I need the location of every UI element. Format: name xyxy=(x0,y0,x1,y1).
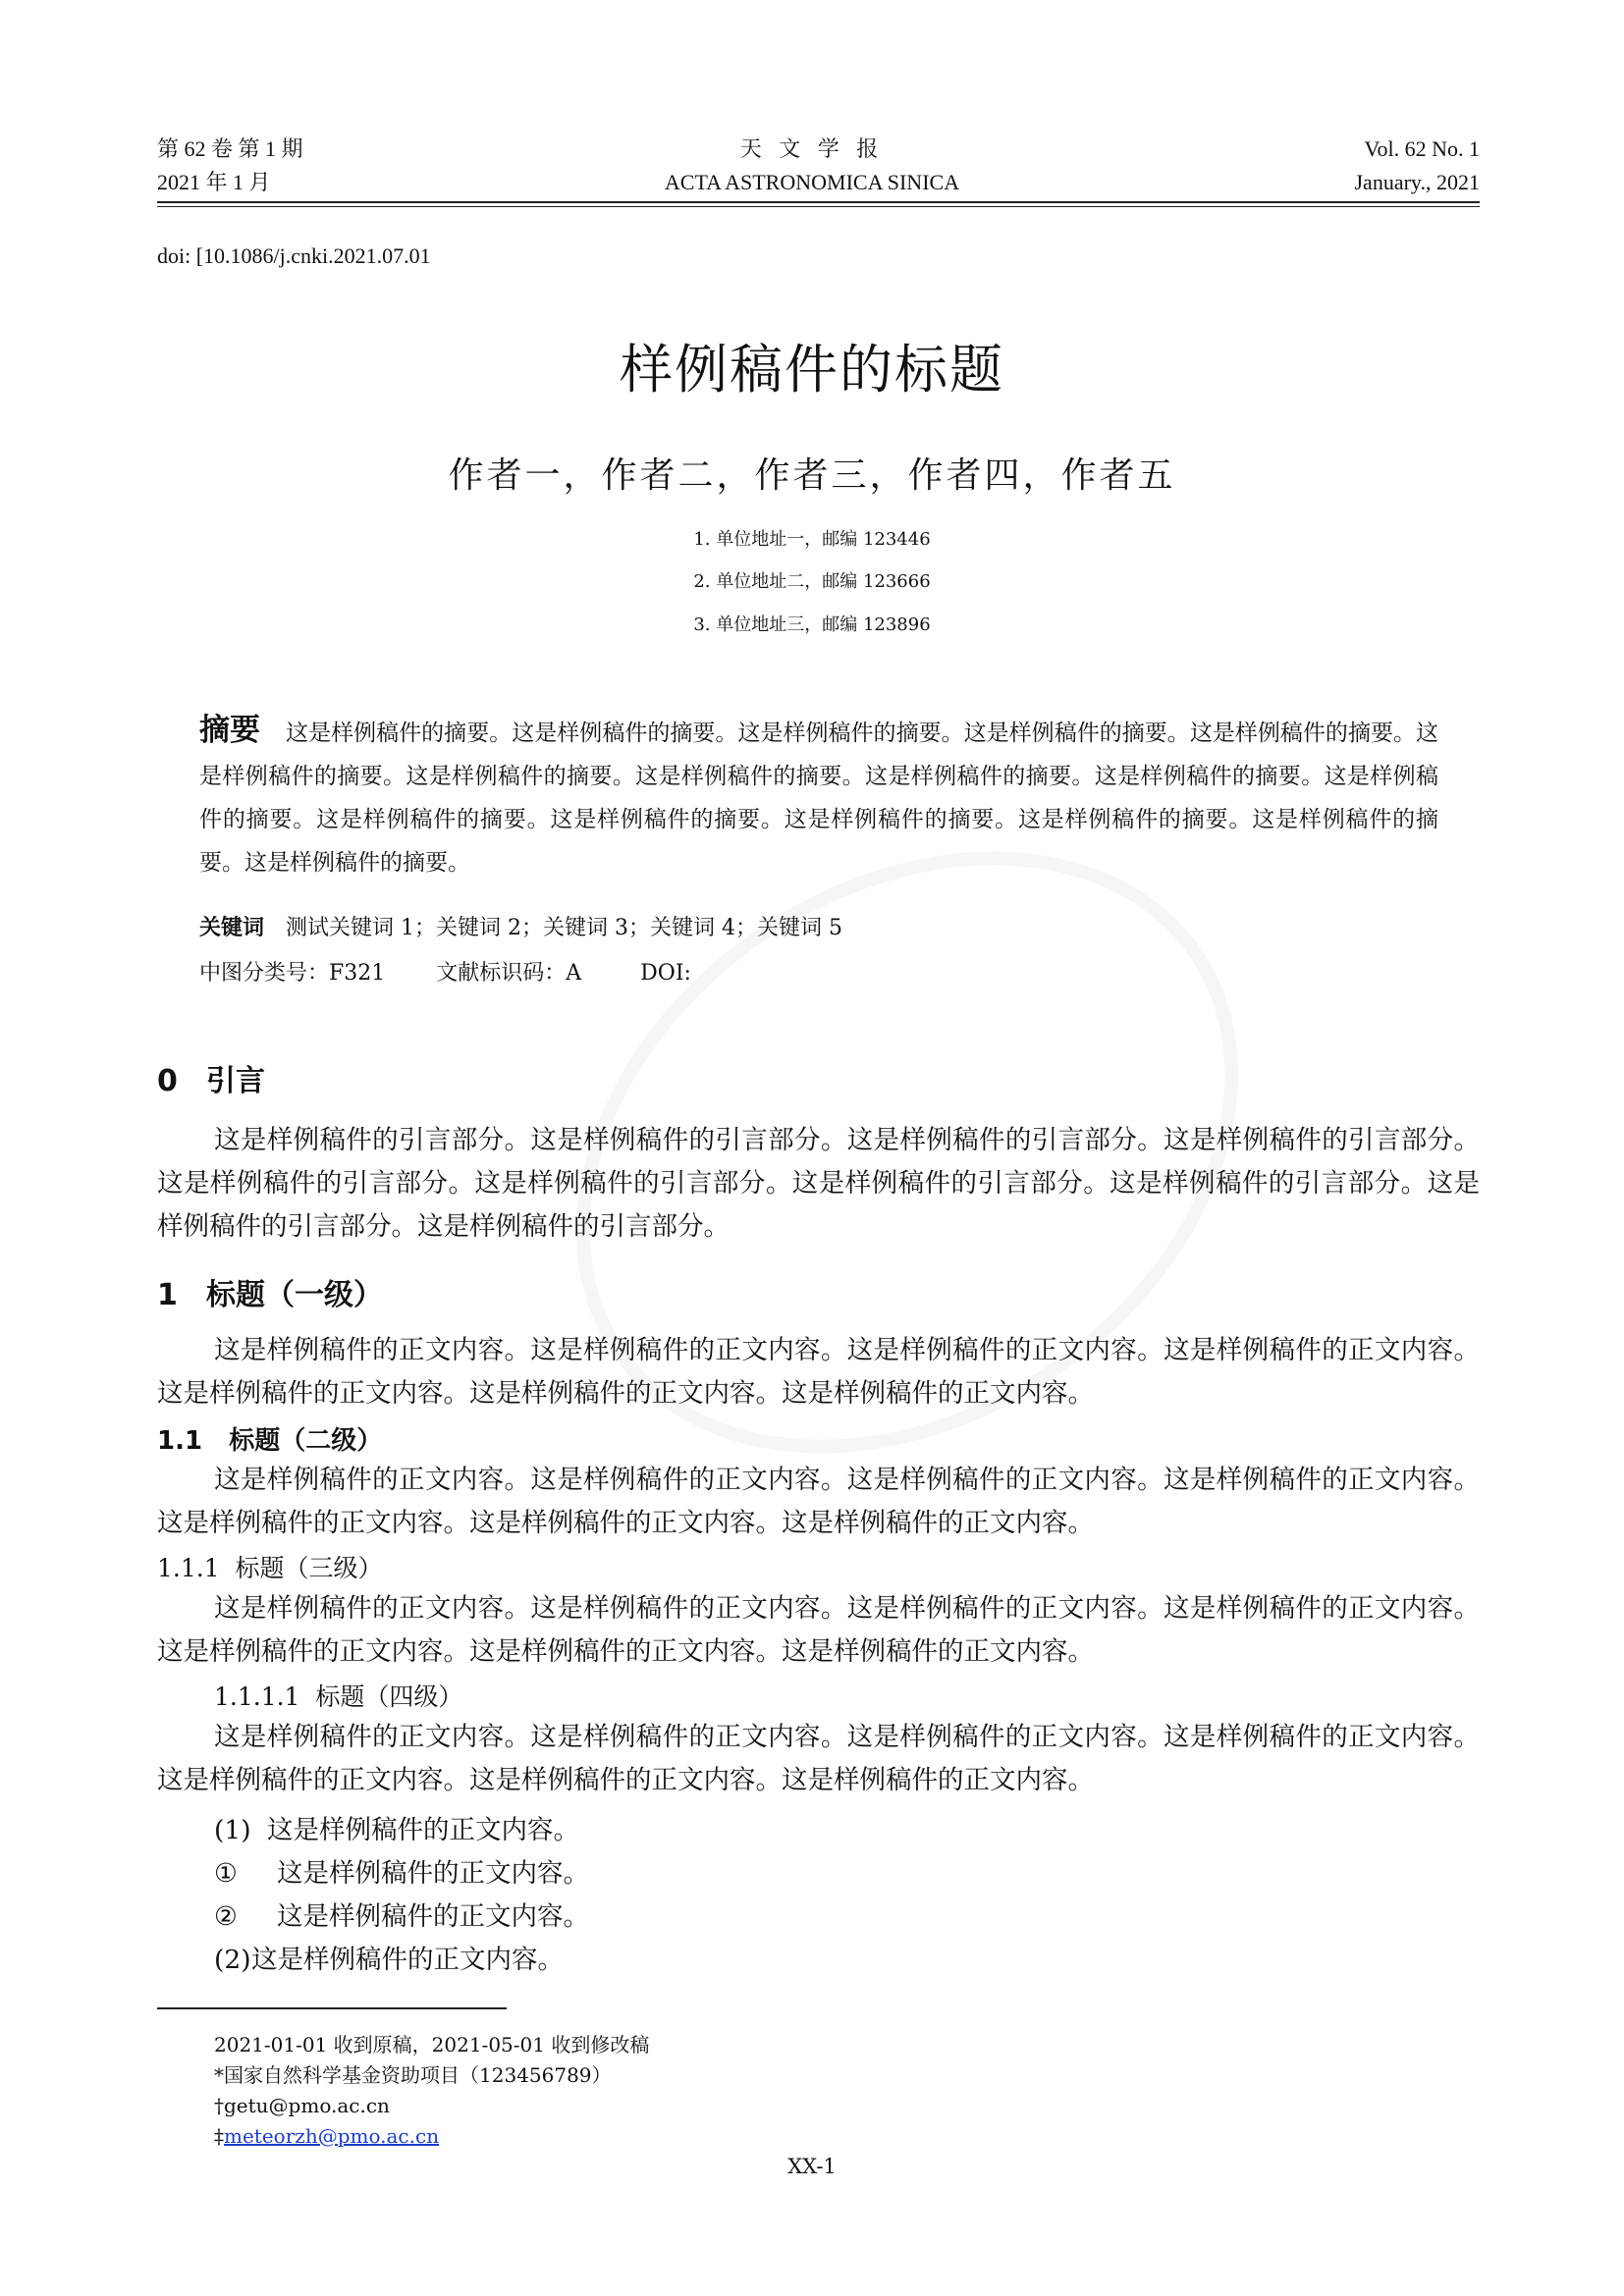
affiliation-3: 3. 单位地址三，邮编 123896 xyxy=(693,614,931,635)
header-date: 2021 年 1 月 xyxy=(157,170,271,194)
footnote-rule xyxy=(157,2007,507,2009)
doi-label: DOI: xyxy=(640,961,691,986)
list-marker: ② xyxy=(214,1901,238,1932)
email-link[interactable]: meteorzh@pmo.ac.cn xyxy=(224,2124,440,2148)
list-item xyxy=(214,1895,589,1933)
affiliation-1: 1. 单位地址一，邮编 123446 xyxy=(693,529,931,550)
section-1-number: 1 xyxy=(157,1278,178,1312)
section-0-paragraph: 这是样例稿件的引言部分。这是样例稿件的引言部分。这是样例稿件的引言部分。这是样例稿件的引言部分。这是样例稿件的引言部分。这是样例稿件的引言部分。这是样例稿件的引言部分。这是样例稿件的引言部分。这是样例稿件的引言部分。这是样例稿件的引言部分。 xyxy=(157,1125,1480,1242)
footnote-email-2-line xyxy=(214,2121,439,2152)
paper-title: 样例稿件的标题 xyxy=(620,339,1004,400)
classification-line xyxy=(199,956,691,987)
list-marker: ① xyxy=(214,1858,238,1889)
header-vol-no: Vol. 62 No. 1 xyxy=(1364,136,1480,161)
page-number: XX-1 xyxy=(787,2155,837,2178)
abstract-text: 这是样例稿件的摘要。这是样例稿件的摘要。这是样例稿件的摘要。这是样例稿件的摘要。这是样例稿件的摘要。这是样例稿件的摘要。这是样例稿件的摘要。这是样例稿件的摘要。这是样例稿件的摘要。这是样例稿件的摘要。这是样例稿件的摘要。这是样例稿件的摘要。这是样例稿件的摘要。这是样例稿件的摘要。这是样例稿件的摘要。这是样例稿件的摘要。这是样例稿件的摘要。 xyxy=(199,721,1439,876)
section-1-heading xyxy=(157,1270,383,1313)
section-0-heading xyxy=(157,1056,265,1099)
keywords-text: 测试关键词 1；关键词 2；关键词 3；关键词 4；关键词 5 xyxy=(286,916,842,940)
keywords-line xyxy=(199,911,842,941)
header-journal-cn: 天 文 学 报 xyxy=(739,136,885,161)
keywords-label: 关键词 xyxy=(199,915,265,940)
list-item xyxy=(214,1851,589,1890)
section-1-1-heading: 1.1 标题（二级） xyxy=(157,1426,383,1456)
list-text: 这是样例稿件的正文内容。 xyxy=(251,1945,564,1975)
affiliation-2: 2. 单位地址二，邮编 123666 xyxy=(693,571,931,592)
section-1-title: 标题（一级） xyxy=(206,1278,383,1312)
abstract xyxy=(199,709,1438,884)
header-rule-thin xyxy=(157,206,1480,207)
list-text: 这是样例稿件的正文内容。 xyxy=(277,1901,589,1932)
abstract-label: 摘要 xyxy=(199,713,261,748)
header-volume-issue: 第 62 卷 第 1 期 xyxy=(157,136,303,161)
list-item xyxy=(214,1938,564,1976)
document-code: 文献标识码：A xyxy=(436,961,582,986)
footnote-funding: *国家自然科学基金资助项目（123456789） xyxy=(214,2063,612,2087)
doi-line: doi: [10.1086/j.cnki.2021.07.01 xyxy=(157,243,431,268)
list-text: 这是样例稿件的正文内容。 xyxy=(277,1858,589,1889)
header-month-year: January., 2021 xyxy=(1354,170,1480,194)
section-1-1-1-1-paragraph: 这是样例稿件的正文内容。这是样例稿件的正文内容。这是样例稿件的正文内容。这是样例稿件的正文内容。这是样例稿件的正文内容。这是样例稿件的正文内容。这是样例稿件的正文内容。 xyxy=(157,1722,1480,1795)
list-item xyxy=(214,1808,579,1846)
header-journal-en: ACTA ASTRONOMICA SINICA xyxy=(664,170,960,194)
section-1-1-1-1-heading: 1.1.1.1 标题（四级） xyxy=(214,1682,463,1711)
header-rule-thick xyxy=(157,201,1480,203)
author-list: 作者一，作者二，作者三，作者四，作者五 xyxy=(448,455,1176,496)
clc-number: 中图分类号：F321 xyxy=(199,961,386,986)
section-0-title: 引言 xyxy=(206,1064,265,1098)
footnote-email-1: †getu@pmo.ac.cn xyxy=(214,2094,390,2117)
list-marker: (2) xyxy=(214,1945,251,1975)
section-1-1-1-heading: 1.1.1 标题（三级） xyxy=(157,1554,383,1582)
section-1-1-paragraph: 这是样例稿件的正文内容。这是样例稿件的正文内容。这是样例稿件的正文内容。这是样例稿件的正文内容。这是样例稿件的正文内容。这是样例稿件的正文内容。这是样例稿件的正文内容。 xyxy=(157,1465,1480,1538)
footnote-received: 2021-01-01 收到原稿，2021-05-01 收到修改稿 xyxy=(214,2033,650,2056)
footnote-symbol: ‡ xyxy=(214,2124,224,2148)
list-marker: (1) xyxy=(214,1815,251,1845)
list-text: 这是样例稿件的正文内容。 xyxy=(267,1815,579,1845)
section-0-number: 0 xyxy=(157,1064,178,1098)
section-1-1-1-paragraph: 这是样例稿件的正文内容。这是样例稿件的正文内容。这是样例稿件的正文内容。这是样例稿件的正文内容。这是样例稿件的正文内容。这是样例稿件的正文内容。这是样例稿件的正文内容。 xyxy=(157,1593,1480,1667)
section-1-paragraph: 这是样例稿件的正文内容。这是样例稿件的正文内容。这是样例稿件的正文内容。这是样例稿件的正文内容。这是样例稿件的正文内容。这是样例稿件的正文内容。这是样例稿件的正文内容。 xyxy=(157,1335,1480,1409)
